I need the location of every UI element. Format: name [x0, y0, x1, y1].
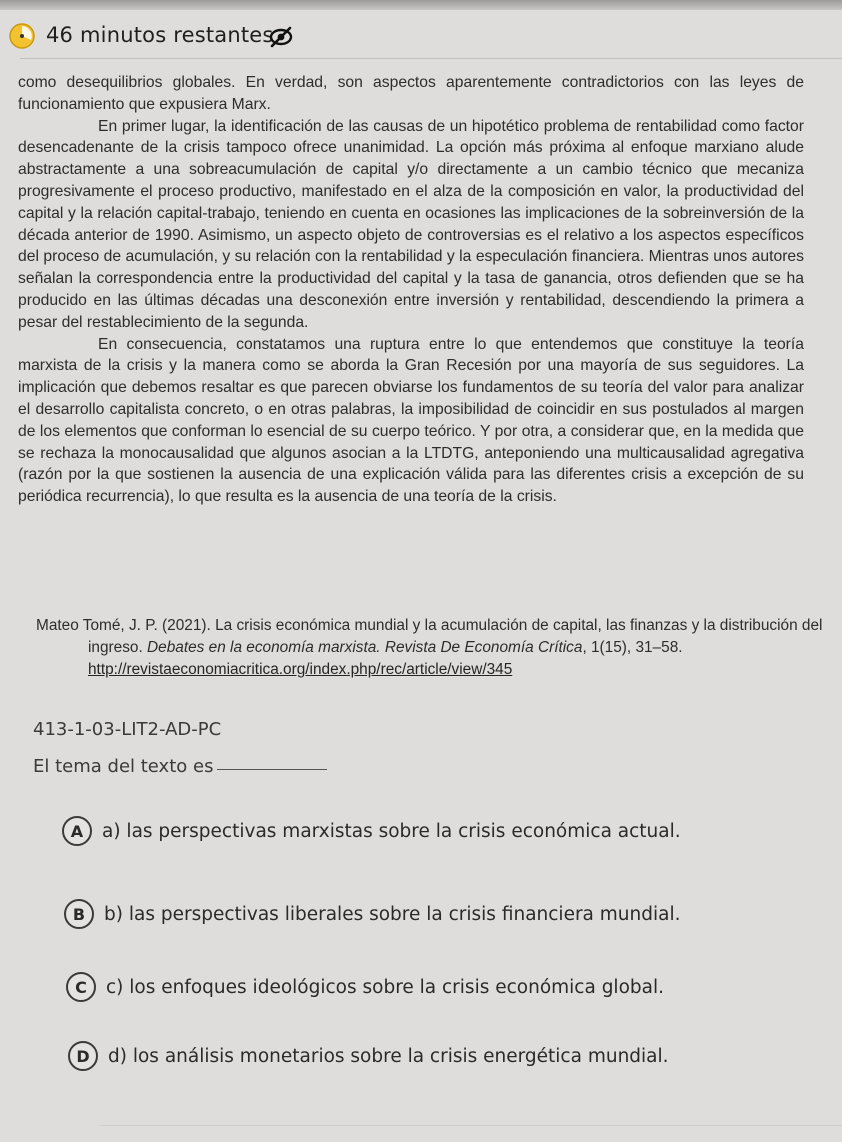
header-separator: [20, 58, 842, 59]
citation-authors: Mateo Tomé, J. P. (2021). La crisis económica mundial y la acumulación de capital, las finanzas y la distribución del ingreso.: [36, 617, 823, 656]
timer-text: 46 minutos restantes: [46, 23, 274, 47]
option-d-text[interactable]: d) los análisis monetarios sobre la crisis energética mundial.: [108, 1045, 669, 1067]
option-b-badge[interactable]: B: [64, 899, 94, 929]
bottom-rule: [100, 1125, 842, 1126]
option-a-badge[interactable]: A: [62, 816, 92, 846]
timer-icon: [8, 22, 36, 50]
option-a[interactable]: [62, 815, 681, 847]
option-b-text[interactable]: b) las perspectivas liberales sobre la crisis financiera mundial.: [104, 903, 681, 925]
passage-paragraph-3: En consecuencia, constatamos una ruptura entre lo que entendemos que constituye la teoría marxista de la crisis y la manera como se aborda la Gran Recesión por una mayoría de sus seguidores. La implicación que debemos resaltar es que parecen obviarse los fundamentos de su teoría del valor para analizar el desarrollo capitalista concreto, o en otras palabras, la imposibilidad de coincidir en sus postulados al margen de los elementos que conforman lo esencial de su cuerpo teórico. Y por otra, a considerar que, en la medida que se rechaza la monocausalidad que algunos asocian a la LTDTG, anteponiendo una multicausalidad agregativa (razón por la que sostienen la ausencia de una explicación válida para las diferentes crisis a excepción de su periódica recurrencia), lo que resulta es la ausencia de una teoría de la crisis.: [18, 335, 804, 506]
citation-link[interactable]: http://revistaeconomiacritica.org/index.php/rec/article/view/345: [88, 661, 513, 678]
top-strip: [0, 0, 842, 10]
source-citation: [36, 615, 842, 681]
timer-bar: [0, 14, 842, 58]
question-stem-text: El tema del texto es: [33, 756, 214, 777]
passage-paragraph-2: En primer lugar, la identificación de las causas de un hipotético problema de rentabilidad como factor desencadenante de la crisis tampoco ofrece unanimidad. La opción más próxima al enfoque marxiano alude abstractamente a una sobreacumulación de capital y/o directamente a un cambio técnico que mecaniza progresivamente el proceso productivo, manifestado en el alza de la composición en valor, la productividad del capital y la relación capital-trabajo, teniendo en cuenta en ocasiones las implicaciones de la sobreinversión de la década anterior de 1990. Asimismo, un aspecto objeto de controversias es el relativo a los aspectos específicos del proceso de acumulación, y su relación con la rentabilidad y la especulación financiera. Mientras unos autores señalan la correspondencia entre la productividad del capital y la tasa de ganancia, otros defienden que se ha producido en las últimas décadas una desconexión entre inversión y rentabilidad, descendiendo la primera a pesar del restablecimiento de la segunda.: [18, 117, 804, 331]
question-stem: [33, 756, 327, 777]
eye-slash-icon[interactable]: [268, 24, 294, 50]
citation-volume: , 1(15), 31–58.: [582, 639, 683, 656]
question-code: 413-1-03-LIT2-AD-PC: [33, 719, 222, 740]
option-c-text[interactable]: c) los enfoques ideológicos sobre la crisis económica global.: [106, 976, 664, 998]
option-d-badge[interactable]: D: [68, 1041, 98, 1071]
option-b[interactable]: [64, 898, 681, 930]
option-c-badge[interactable]: C: [66, 972, 96, 1002]
option-a-text[interactable]: a) las perspectivas marxistas sobre la crisis económica actual.: [102, 820, 681, 842]
answer-blank: [217, 769, 327, 770]
citation-journal: Debates en la economía marxista. Revista De Economía Crítica: [147, 639, 583, 656]
reading-passage: [18, 72, 804, 508]
option-d[interactable]: [68, 1040, 669, 1072]
option-c[interactable]: [66, 971, 664, 1003]
passage-paragraph-1: como desequilibrios globales. En verdad, son aspectos aparentemente contradictorios con las leyes de funcionamiento que expusiera Marx.: [18, 74, 804, 113]
